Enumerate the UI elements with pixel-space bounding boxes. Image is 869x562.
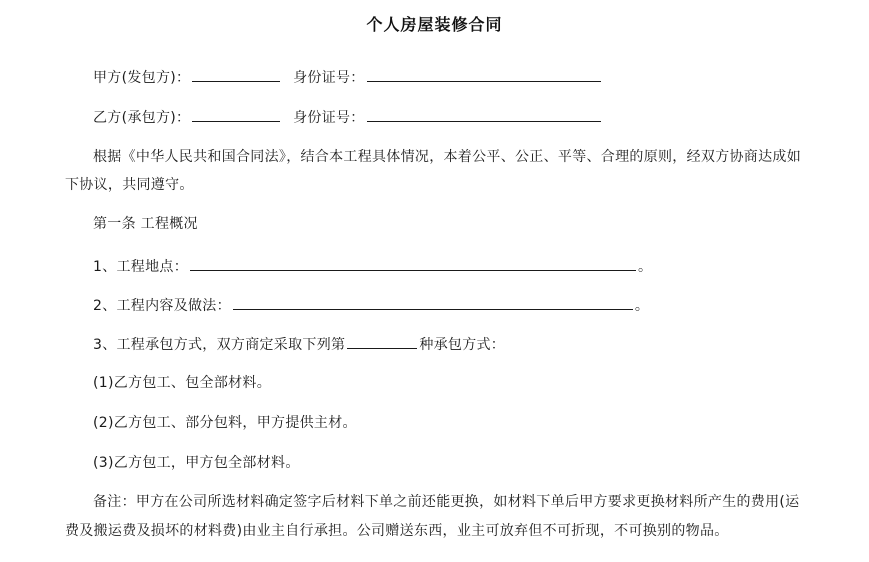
party-b-id-label: 身份证号： [293, 110, 365, 126]
article1-item3 [93, 334, 505, 355]
party-b-name-field[interactable] [192, 107, 280, 122]
party-a-row [93, 67, 603, 88]
article1-item1 [93, 256, 652, 277]
document-title: 个人房屋装修合同 [366, 15, 503, 34]
note-line-1: 备注：甲方在公司所选材料确定签字后材料下单之前还能更换，如材料下单后甲方要求更换材料所产生的费用(运 [93, 494, 800, 510]
item1-label: 1、工程地点： [93, 259, 189, 275]
party-a-name-field[interactable] [192, 67, 280, 82]
project-location-field[interactable] [190, 256, 636, 271]
option-1: (1)乙方包工、包全部材料。 [93, 375, 272, 391]
option-2: (2)乙方包工、部分包料，甲方提供主材。 [93, 415, 357, 431]
project-content-field[interactable] [233, 295, 633, 310]
item2-label: 2、工程内容及做法： [93, 298, 231, 314]
party-b-label: 乙方(承包方)： [93, 110, 191, 126]
party-b-row [93, 107, 603, 128]
item1-end: 。 [638, 259, 653, 275]
article1-item2 [93, 295, 649, 316]
party-a-label: 甲方(发包方)： [93, 70, 191, 86]
party-b-id-field[interactable] [367, 107, 601, 122]
item2-end: 。 [634, 298, 650, 314]
option-3: (3)乙方包工，甲方包全部材料。 [93, 455, 300, 471]
party-a-id-label: 身份证号： [293, 70, 365, 86]
preamble-line-1: 根据《中华人民共和国合同法》，结合本工程具体情况，本着公平、公正、平等、合理的原则，经双方协商达成如 [93, 149, 801, 165]
contract-method-field[interactable] [347, 334, 417, 349]
note-line-2: 费及搬运费及损坏的材料费)由业主自行承担。公司赠送东西，业主可放弃但不可折现，不可换别的物品。 [65, 523, 729, 539]
party-a-id-field[interactable] [367, 67, 601, 82]
item3-prefix: 3、工程承包方式，双方商定采取下列第 [93, 337, 346, 353]
item3-suffix: 种承包方式： [419, 337, 506, 353]
article1-heading: 第一条 工程概况 [93, 216, 198, 232]
preamble-line-2: 下协议，共同遵守。 [65, 177, 194, 193]
